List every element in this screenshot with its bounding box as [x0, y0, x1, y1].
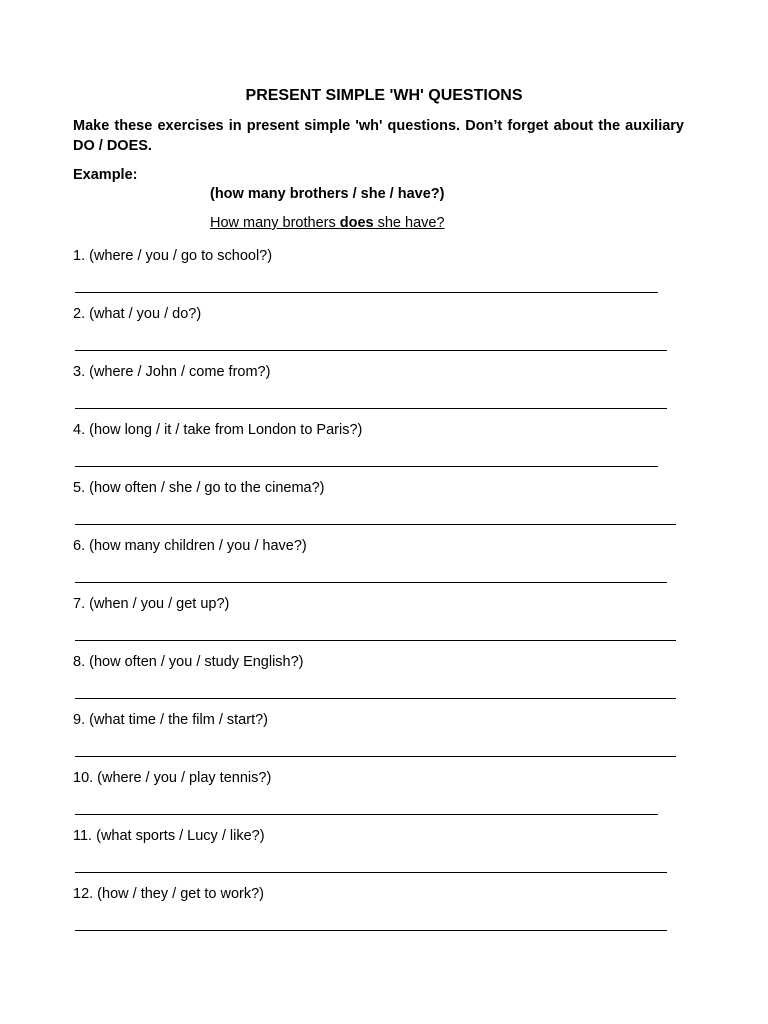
example-prompt: (how many brothers / she / have?): [210, 186, 445, 202]
answer-line-9[interactable]: [75, 756, 676, 757]
example-answer: [210, 213, 445, 233]
question-3: 3. (where / John / come from?): [73, 364, 271, 380]
answer-line-2[interactable]: [75, 350, 667, 351]
answer-line-10[interactable]: [75, 814, 658, 815]
question-11: 11. (what sports / Lucy / like?): [73, 828, 265, 844]
answer-line-8[interactable]: [75, 698, 676, 699]
question-4: 4. (how long / it / take from London to Paris?): [73, 422, 363, 438]
example-label: Example:: [73, 167, 138, 183]
example-answer-start: How many brothers: [210, 215, 340, 231]
question-1: 1. (where / you / go to school?): [73, 248, 273, 264]
question-5: 5. (how often / she / go to the cinema?): [73, 480, 325, 496]
question-6: 6. (how many children / you / have?): [73, 538, 307, 554]
answer-line-12[interactable]: [75, 930, 667, 931]
question-2: 2. (what / you / do?): [73, 306, 202, 322]
answer-line-3[interactable]: [75, 408, 667, 409]
question-9: 9. (what time / the film / start?): [73, 712, 268, 728]
instructions: Make these exercises in present simple 'wh' questions. Don’t forget about the auxiliary DO / DOES.: [73, 118, 684, 154]
page-title: PRESENT SIMPLE 'WH' QUESTIONS: [245, 87, 523, 104]
question-7: 7. (when / you / get up?): [73, 596, 230, 612]
question-8: 8. (how often / you / study English?): [73, 654, 304, 670]
answer-line-6[interactable]: [75, 582, 667, 583]
answer-line-4[interactable]: [75, 466, 658, 467]
answer-line-1[interactable]: [75, 292, 658, 293]
answer-line-5[interactable]: [75, 524, 676, 525]
question-12: 12. (how / they / get to work?): [73, 886, 265, 902]
answer-line-7[interactable]: [75, 640, 676, 641]
answer-line-11[interactable]: [75, 872, 667, 873]
example-answer-end: she have?: [373, 215, 445, 231]
example-answer-auxiliary: does: [339, 215, 374, 231]
question-10: 10. (where / you / play tennis?): [73, 770, 272, 786]
